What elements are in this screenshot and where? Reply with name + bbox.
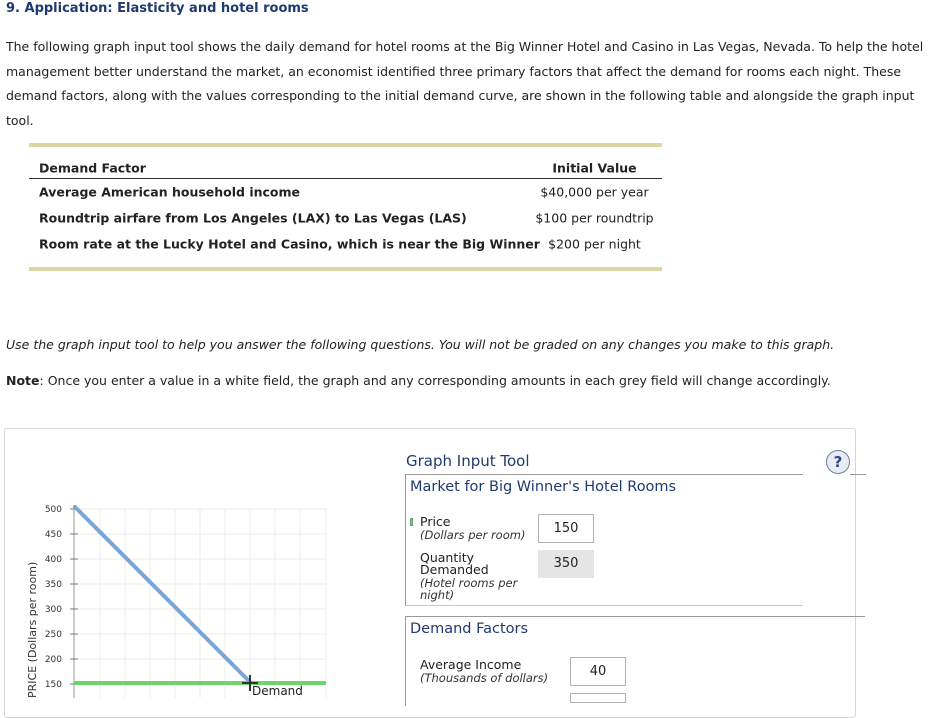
row-factor: Roundtrip airfare from Los Angeles (LAX) to Las Vegas (LAS)	[39, 210, 467, 226]
y-tick-label: 450	[44, 530, 62, 540]
y-axis-title: PRICE (Dollars per room)	[26, 561, 39, 698]
quantity-output: 350	[538, 550, 594, 578]
quantity-unit: (Hotel rooms per	[420, 576, 518, 590]
y-tick-label: 400	[44, 555, 62, 565]
quantity-label: Quantity	[420, 550, 475, 565]
table-row	[29, 179, 662, 205]
y-tick-label: 350	[44, 580, 62, 590]
note-text: : Once you enter a value in a white field, the graph and any corresponding amounts in each grey field will change accordingly.	[39, 373, 831, 388]
graph-input-tool-title: Graph Input Tool	[406, 452, 530, 470]
y-tick-label: 150	[44, 680, 62, 690]
demand-factor-table	[29, 143, 662, 271]
instructions: Use the graph input tool to help you answer the following questions. You will not be graded on any changes you make to this graph.	[6, 337, 835, 352]
y-tick-label: 250	[44, 630, 62, 640]
price-label: Price	[420, 514, 451, 529]
demand-factors-title: Demand Factors	[410, 621, 529, 637]
quantity-label-2: Demanded	[420, 562, 489, 577]
income-label: Average Income	[420, 657, 522, 672]
market-title: Market for Big Winner's Hotel Rooms	[410, 479, 677, 495]
y-tick-label: 500	[44, 505, 62, 515]
intro-text: The following graph input tool shows the daily demand for hotel rooms at the Big Winner Hotel and Casino in Las Vegas, Nevada. To help the hotel management better understand the market, an economist identified three primary factors that affect the demand for rooms each night. These demand factors, along with the values corresponding to the initial demand curve, are shown in the following table and alongside the graph input tool.	[6, 39, 924, 128]
help-button[interactable]: ?	[826, 450, 850, 474]
y-tick-label: 300	[44, 605, 62, 615]
note	[6, 373, 831, 388]
demand-curve-label: Demand	[252, 684, 303, 698]
price-unit: (Dollars per room)	[420, 528, 526, 542]
row-value: $100 per roundtrip	[535, 210, 654, 226]
table-header	[29, 147, 662, 179]
row-factor: Average American household income	[39, 184, 301, 200]
help-divider	[850, 474, 866, 475]
question-title: 9. Application: Elasticity and hotel rooms	[6, 1, 309, 16]
quantity-unit-2: night)	[420, 588, 455, 602]
demand-graph[interactable]	[0, 495, 400, 698]
airfare-input[interactable]	[570, 693, 626, 703]
header-factor: Demand Factor	[39, 160, 146, 176]
table-row	[29, 231, 662, 257]
header-value: Initial Value	[552, 160, 637, 176]
row-value: $200 per night	[548, 236, 641, 252]
row-factor: Room rate at the Lucky Hotel and Casino, which is near the Big Winner	[39, 236, 540, 252]
income-unit: (Thousands of dollars)	[420, 671, 549, 685]
price-marker-icon	[410, 518, 413, 526]
row-value: $40,000 per year	[540, 184, 649, 200]
table-bottom-bar	[29, 267, 662, 271]
table-row	[29, 205, 662, 231]
note-label: Note	[6, 373, 40, 388]
income-input[interactable]: 40	[570, 657, 626, 686]
grid	[74, 509, 326, 698]
price-input[interactable]: 150	[538, 514, 594, 543]
demand-curve[interactable]	[75, 507, 250, 682]
y-tick-label: 200	[44, 655, 62, 665]
